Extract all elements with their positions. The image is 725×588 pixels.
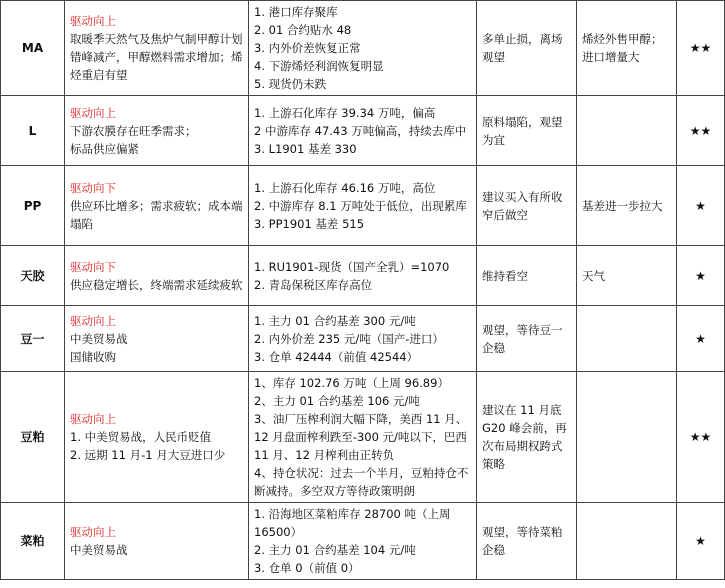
fundamentals-cell <box>249 246 477 306</box>
driver-cell <box>65 1 249 96</box>
commodity-name: PP <box>1 166 65 246</box>
fundamental-item: 3、油厂压榨利润大幅下降，美西 11 月、12 月盘面榨利跌至-300 元/吨以下，巴西 11 月、12 月榨利由正转负 <box>254 412 468 462</box>
risk-note-cell: 烯烃外售甲醇；进口增量大 <box>577 1 677 96</box>
rating-stars: ★★ <box>677 96 725 166</box>
fundamental-item: 5. 现货仍未跌 <box>254 77 327 91</box>
driver-reason: 标品供应偏紧 <box>70 141 139 156</box>
driver-reason: 国储收购 <box>70 349 116 364</box>
fundamental-item: 2. 中游库存 8.1 万吨处于低位，出现累库 <box>254 198 467 213</box>
driver-direction: 驱动向上 <box>70 105 116 120</box>
risk-note-cell <box>577 96 677 166</box>
fundamentals-cell <box>249 166 477 246</box>
table-row <box>1 503 725 580</box>
driver-direction: 驱动向上 <box>70 525 116 539</box>
fundamental-item: 1. 港口库存聚库 <box>254 5 338 19</box>
risk-note-cell <box>577 372 677 503</box>
commodity-name: 天胶 <box>1 246 65 306</box>
risk-note-cell: 基差进一步拉大 <box>577 166 677 246</box>
fundamental-item: 4、持仓状况：过去一个半月，豆粕持仓不断减持。多空双方等待政策明朗 <box>254 466 469 498</box>
fundamental-item: 2. 内外价差 235 元/吨（国产-进口） <box>254 331 444 346</box>
strategy-cell: 多单止损，离场观望 <box>477 1 577 96</box>
fundamentals-cell <box>249 503 477 580</box>
driver-direction: 驱动向上 <box>70 14 116 28</box>
driver-cell <box>65 96 249 166</box>
commodity-name: MA <box>1 1 65 96</box>
driver-reason: 1. 中美贸易战，人民币贬值 <box>70 430 212 444</box>
driver-reason: 下游农膜存在旺季需求； <box>70 123 197 138</box>
driver-direction: 驱动向上 <box>70 313 116 328</box>
fundamentals-cell <box>249 306 477 372</box>
rating-stars: ★★ <box>677 372 725 503</box>
fundamental-item: 2. 青岛保税区库存高位 <box>254 277 373 292</box>
driver-cell <box>65 372 249 503</box>
commodity-name: 豆一 <box>1 306 65 372</box>
strategy-cell: 维持看空 <box>477 246 577 306</box>
commodity-name: L <box>1 96 65 166</box>
commodity-name: 豆粕 <box>1 372 65 503</box>
driver-cell <box>65 503 249 580</box>
strategy-cell: 原料塌陷，观望为宜 <box>477 96 577 166</box>
driver-cell <box>65 306 249 372</box>
risk-note-cell <box>577 503 677 580</box>
driver-reason: 供应环比增多；需求疲软；成本端塌陷 <box>70 198 243 231</box>
driver-direction: 驱动向下 <box>70 259 116 274</box>
fundamentals-cell <box>249 96 477 166</box>
driver-reason: 中美贸易战 <box>70 331 128 346</box>
strategy-cell: 建议在 11 月底 G20 峰会前，再次布局期权跨式策略 <box>477 372 577 503</box>
rating-stars: ★ <box>677 503 725 580</box>
driver-direction: 驱动向下 <box>70 180 116 195</box>
strategy-cell: 观望，等待菜粕企稳 <box>477 503 577 580</box>
fundamental-item: 1. 主力 01 合约基差 300 元/吨 <box>254 313 416 328</box>
fundamental-item: 3. 内外价差恢复正常 <box>254 41 361 55</box>
driver-reason: 取暖季天然气及焦炉气制甲醇计划错峰减产，甲醇燃料需求增加；烯烃重启有望 <box>70 32 243 82</box>
risk-note-cell: 天气 <box>577 246 677 306</box>
rating-stars: ★ <box>677 306 725 372</box>
strategy-cell: 观望，等待豆一企稳 <box>477 306 577 372</box>
fundamental-item: 2、主力 01 合约基差 106 元/吨 <box>254 394 420 408</box>
fundamental-item: 3. 仓单 42444（前值 42544） <box>254 349 419 364</box>
table-row <box>1 246 725 306</box>
driver-direction: 驱动向上 <box>70 412 116 426</box>
fundamental-item: 1. 上游石化库存 39.34 万吨，偏高 <box>254 105 436 120</box>
table-row <box>1 372 725 503</box>
fundamental-item: 2 中游库存 47.43 万吨偏高，持续去库中 <box>254 123 467 138</box>
fundamental-item: 3. L1901 基差 330 <box>254 141 357 156</box>
table-row <box>1 166 725 246</box>
fundamentals-cell <box>249 372 477 503</box>
driver-reason: 供应稳定增长，终端需求延续疲软 <box>70 277 243 292</box>
fundamental-item: 3. PP1901 基差 515 <box>254 216 365 231</box>
table-row <box>1 96 725 166</box>
driver-cell <box>65 246 249 306</box>
rating-stars: ★★ <box>677 1 725 96</box>
fundamental-item: 2. 主力 01 合约基差 104 元/吨 <box>254 543 416 557</box>
fundamental-item: 1. 沿海地区菜粕库存 28700 吨（上周 16500） <box>254 507 451 539</box>
table-row <box>1 306 725 372</box>
rating-stars: ★ <box>677 246 725 306</box>
fundamentals-cell <box>249 1 477 96</box>
rating-stars: ★ <box>677 166 725 246</box>
fundamental-item: 1. 上游石化库存 46.16 万吨，高位 <box>254 180 436 195</box>
risk-note-cell <box>577 306 677 372</box>
fundamental-item: 1. RU1901-现货（国产全乳）=1070 <box>254 259 450 274</box>
fundamental-item: 4. 下游烯烃利润恢复明显 <box>254 59 384 73</box>
driver-reason: 中美贸易战 <box>70 543 128 557</box>
commodity-name: 菜粕 <box>1 503 65 580</box>
driver-reason: 2. 远期 11 月-1 月大豆进口少 <box>70 448 226 462</box>
fundamental-item: 1、库存 102.76 万吨（上周 96.89） <box>254 376 449 390</box>
strategy-cell: 建议买入有所收窄后做空 <box>477 166 577 246</box>
fundamental-item: 3. 仓单 0（前值 0） <box>254 561 360 575</box>
driver-cell <box>65 166 249 246</box>
table-row <box>1 1 725 96</box>
fundamental-item: 2. 01 合约贴水 48 <box>254 23 352 37</box>
